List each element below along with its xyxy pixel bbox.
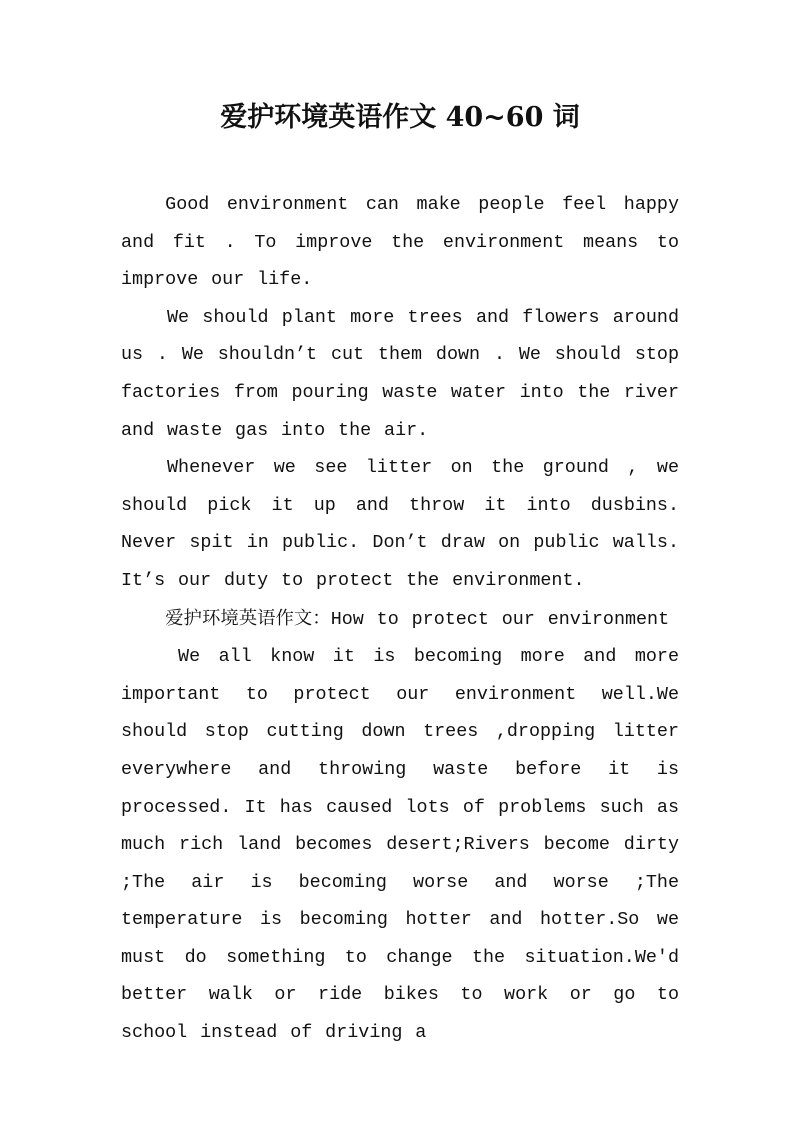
subheading [121, 600, 679, 639]
paragraph-1: Good environment can make people feel happy and fit . To improve the environment means to improve our life. [121, 194, 679, 291]
paragraph-3: Whenever we see litter on the ground , we should pick it up and throw it into dusbins. Never spit in public. Don’t draw on public walls. It’s our duty to protect the environment. [121, 457, 679, 591]
paragraph-2: We should plant more trees and flowers around us . We shouldn’t cut them down . We should stop factories from pouring waste water into the river and waste gas into the air. [121, 306, 679, 441]
document-body [121, 186, 679, 1052]
subheading-text: How to protect our environment [330, 608, 670, 630]
paragraph-4: We all know it is becoming more and more important to protect our environment well.We should stop cutting down trees ,dropping litter everywhere and throwing waste before it is processed. It has caused lots of problems such as much rich land becomes desert;Rivers become dirty ;The air is becoming worse and worse ;The temperature is becoming hotter and hotter.So we must do something to change the situation.We'd better walk or ride bikes to work or go to school instead of driving a [121, 646, 679, 1044]
page-title: 爱护环境英语作文 40~60 词 [220, 102, 580, 133]
subheading-label: 爱护环境英语作文： [165, 607, 331, 629]
